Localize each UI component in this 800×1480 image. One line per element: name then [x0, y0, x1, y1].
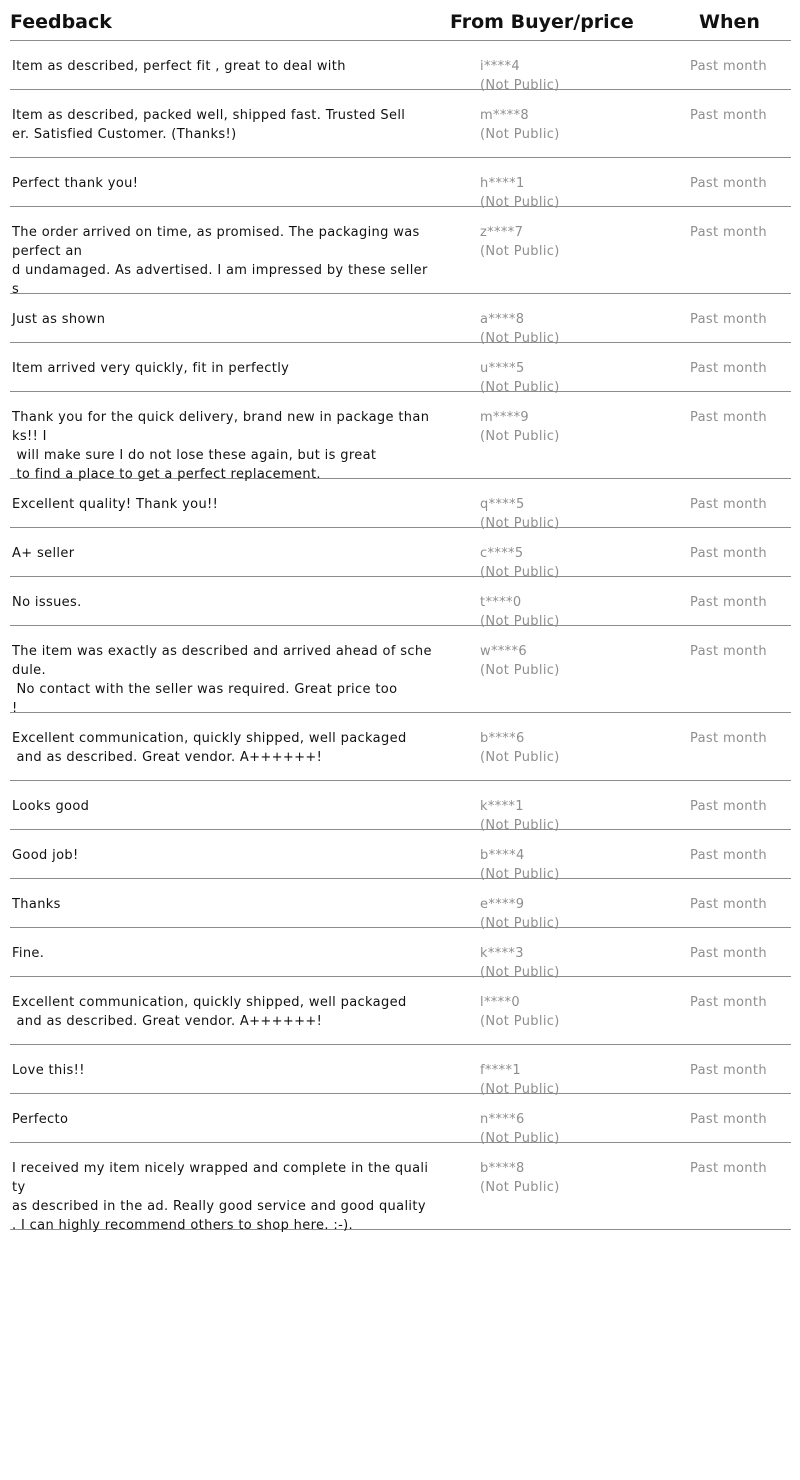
table-row: [10, 626, 791, 716]
when-label: Past month: [690, 799, 767, 814]
when-label: Past month: [690, 497, 767, 512]
buyer-id: k****3: [480, 946, 524, 961]
when-label: Past month: [690, 731, 767, 746]
buyer-id: m****9: [480, 410, 530, 425]
price-label: (Not Public): [480, 244, 560, 259]
price-label: (Not Public): [480, 1180, 560, 1195]
table-row: [10, 479, 791, 531]
header-when: When: [699, 11, 760, 33]
buyer-id: q****5: [480, 497, 525, 512]
buyer-id: c****5: [480, 546, 524, 561]
table-row: [10, 928, 791, 980]
table-row: [10, 781, 791, 833]
when-label: Past month: [690, 644, 767, 659]
when-label: Past month: [690, 410, 767, 425]
when-label: Past month: [690, 595, 767, 610]
table-row: [10, 343, 791, 395]
buyer-id: f****1: [480, 1063, 521, 1078]
buyer-id: h****1: [480, 176, 525, 191]
table-row: [10, 90, 791, 158]
when-label: Past month: [690, 848, 767, 863]
when-label: Past month: [690, 897, 767, 912]
price-label: (Not Public): [480, 867, 560, 882]
table-row: [10, 879, 791, 931]
table-row: [10, 977, 791, 1045]
price-label: (Not Public): [480, 429, 560, 444]
table-row: [10, 41, 791, 93]
price-label: (Not Public): [480, 565, 560, 580]
buyer-id: m****8: [480, 108, 530, 123]
feedback-text: Item arrived very quickly, fit in perfectly: [12, 361, 290, 376]
price-label: (Not Public): [480, 614, 560, 629]
price-label: (Not Public): [480, 818, 560, 833]
feedback-text: A+ seller: [12, 546, 75, 561]
table-row: [10, 1143, 791, 1233]
table-row: [10, 528, 791, 580]
buyer-id: w****6: [480, 644, 528, 659]
price-label: (Not Public): [480, 127, 560, 142]
when-label: Past month: [690, 946, 767, 961]
feedback-text: Fine.: [12, 946, 45, 961]
feedback-rows: [10, 41, 791, 1233]
price-label: (Not Public): [480, 516, 560, 531]
feedback-text: Excellent communication, quickly shipped, well packaged and as described. Great vendor. A++++++!: [12, 995, 407, 1029]
feedback-text: Perfect thank you!: [12, 176, 139, 191]
table-row: [10, 577, 791, 629]
feedback-text: Looks good: [12, 799, 90, 814]
when-label: Past month: [690, 1112, 767, 1127]
price-label: (Not Public): [480, 78, 560, 93]
buyer-id: b****8: [480, 1161, 525, 1176]
feedback-text: Thanks: [12, 897, 61, 912]
buyer-id: t****0: [480, 595, 522, 610]
feedback-text: Item as described, perfect fit , great to deal with: [12, 59, 346, 74]
buyer-id: k****1: [480, 799, 524, 814]
price-label: (Not Public): [480, 1014, 560, 1029]
when-label: Past month: [690, 995, 767, 1010]
when-label: Past month: [690, 108, 767, 123]
buyer-id: u****5: [480, 361, 525, 376]
price-label: (Not Public): [480, 750, 560, 765]
table-header: [10, 0, 791, 41]
table-row: [10, 158, 791, 210]
when-label: Past month: [690, 1161, 767, 1176]
feedback-text: No issues.: [12, 595, 82, 610]
feedback-text: The order arrived on time, as promised. The packaging was perfect an d undamaged. As advertised. I am impressed by these sellers: [12, 225, 428, 297]
header-feedback: Feedback: [10, 11, 112, 33]
buyer-id: i****4: [480, 59, 520, 74]
feedback-text: Love this!!: [12, 1063, 85, 1078]
price-label: (Not Public): [480, 916, 560, 931]
buyer-id: z****7: [480, 225, 524, 240]
buyer-id: b****4: [480, 848, 525, 863]
feedback-text: Excellent quality! Thank you!!: [12, 497, 219, 512]
table-row: [10, 713, 791, 781]
price-label: (Not Public): [480, 965, 560, 980]
feedback-text: Good job!: [12, 848, 79, 863]
price-label: (Not Public): [480, 1082, 560, 1097]
when-label: Past month: [690, 546, 767, 561]
feedback-text: Thank you for the quick delivery, brand new in package thanks!! I will make sure I do not lose these again, but is great to find a place to get a perfect replacement.: [12, 410, 430, 482]
when-label: Past month: [690, 312, 767, 327]
table-row: [10, 830, 791, 882]
when-label: Past month: [690, 176, 767, 191]
buyer-id: l****0: [480, 995, 520, 1010]
table-row: [10, 392, 791, 482]
table-row: [10, 1045, 791, 1097]
table-row: [10, 207, 791, 297]
feedback-text: Just as shown: [12, 312, 106, 327]
price-label: (Not Public): [480, 1131, 560, 1146]
table-row: [10, 294, 791, 346]
when-label: Past month: [690, 225, 767, 240]
price-label: (Not Public): [480, 195, 560, 210]
buyer-id: a****8: [480, 312, 525, 327]
header-from-buyer-price: From Buyer/price: [450, 11, 634, 33]
feedback-table: [10, 0, 791, 1233]
when-label: Past month: [690, 1063, 767, 1078]
when-label: Past month: [690, 59, 767, 74]
price-label: (Not Public): [480, 663, 560, 678]
buyer-id: e****9: [480, 897, 525, 912]
feedback-text: I received my item nicely wrapped and complete in the quality as described in the ad. Really good service and good quality . I can highly recommend others to shop here. :-).: [12, 1161, 429, 1233]
price-label: (Not Public): [480, 331, 560, 346]
feedback-text: Excellent communication, quickly shipped, well packaged and as described. Great vendor. A++++++!: [12, 731, 407, 765]
feedback-text: The item was exactly as described and arrived ahead of schedule. No contact with the seller was required. Great price too !: [12, 644, 432, 716]
feedback-text: Item as described, packed well, shipped fast. Trusted Sell er. Satisfied Customer. (Thanks!): [12, 108, 406, 142]
when-label: Past month: [690, 361, 767, 376]
table-row: [10, 1094, 791, 1146]
feedback-text: Perfecto: [12, 1112, 69, 1127]
price-label: (Not Public): [480, 380, 560, 395]
buyer-id: n****6: [480, 1112, 525, 1127]
buyer-id: b****6: [480, 731, 525, 746]
